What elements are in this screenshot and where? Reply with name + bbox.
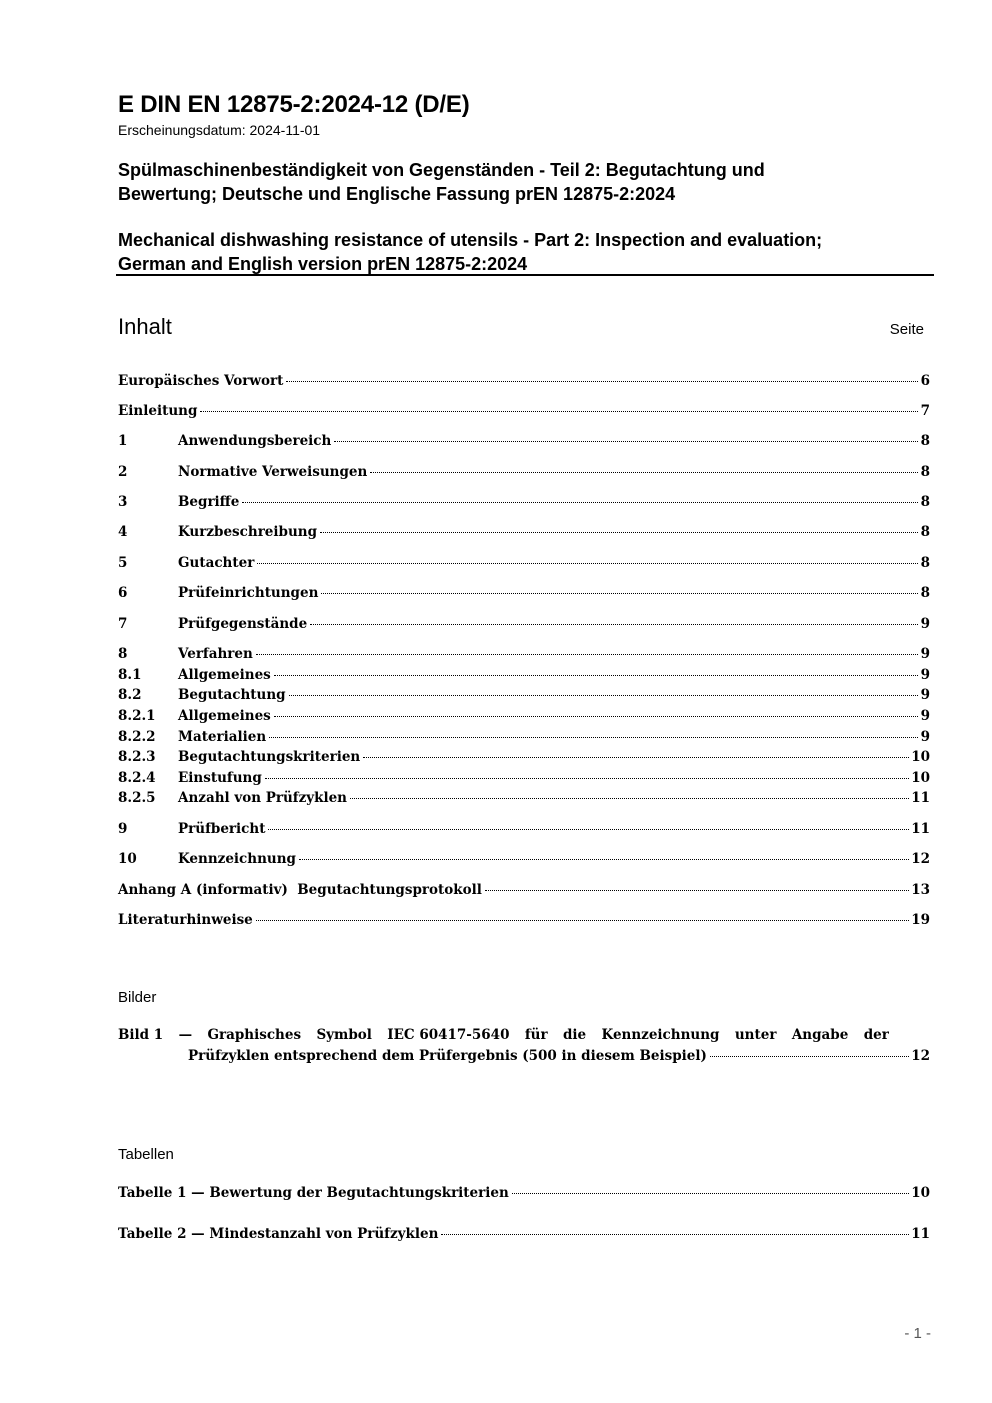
title-english-line-2: German and English version prEN 12875-2:2024 bbox=[118, 254, 528, 274]
document-number: E DIN EN 12875-2:2024-12 (D/E) bbox=[118, 91, 470, 118]
toc-entry-title: Materialien bbox=[178, 729, 267, 745]
toc-entry-page: 8 bbox=[920, 494, 930, 510]
toc-entry[interactable] bbox=[118, 524, 930, 544]
dot-leader bbox=[286, 381, 918, 382]
dot-leader bbox=[350, 798, 909, 799]
dot-leader bbox=[274, 675, 918, 676]
toc-entry[interactable] bbox=[118, 373, 930, 393]
figure-1-caption-word: die bbox=[562, 1027, 587, 1043]
dot-leader bbox=[299, 859, 909, 860]
toc-entry[interactable] bbox=[118, 616, 930, 636]
toc-entry-page: 8 bbox=[920, 585, 930, 601]
toc-entry-page: 6 bbox=[920, 373, 930, 389]
dot-leader bbox=[334, 441, 918, 442]
figure-1-caption-word: Symbol bbox=[316, 1027, 372, 1043]
toc-entry[interactable] bbox=[118, 433, 930, 453]
title-german bbox=[118, 158, 928, 206]
toc-entry[interactable] bbox=[118, 494, 930, 514]
toc-entry[interactable] bbox=[118, 708, 930, 728]
toc-entry[interactable] bbox=[118, 821, 930, 841]
figure-1-page: 12 bbox=[911, 1048, 930, 1064]
toc-entry-title: Anzahl von Prüfzyklen bbox=[178, 790, 347, 806]
toc-entry-number: 5 bbox=[118, 555, 128, 571]
toc-entry-number: 9 bbox=[118, 821, 128, 837]
toc-entry-page: 8 bbox=[920, 524, 930, 540]
table-1-page: 10 bbox=[911, 1185, 930, 1201]
toc-entry-page: 12 bbox=[911, 851, 930, 867]
dot-leader bbox=[289, 695, 918, 696]
dot-leader bbox=[363, 757, 909, 758]
dot-leader bbox=[200, 411, 918, 412]
figure-1-entry-line-2[interactable] bbox=[188, 1048, 930, 1068]
toc-entry[interactable] bbox=[118, 464, 930, 484]
dot-leader bbox=[512, 1193, 909, 1194]
toc-entry[interactable] bbox=[118, 790, 930, 810]
toc-entry[interactable] bbox=[118, 851, 930, 871]
toc-entry-title: Begutachtungskriterien bbox=[178, 749, 361, 765]
toc-entry-page: 9 bbox=[920, 646, 930, 662]
toc-entry-title: Prüfeinrichtungen bbox=[178, 585, 319, 601]
toc-entry-number: 1 bbox=[118, 433, 128, 449]
toc-entry-page: 19 bbox=[911, 912, 930, 928]
toc-entry-number: 8.2.2 bbox=[118, 729, 156, 745]
dot-leader bbox=[256, 920, 909, 921]
toc-entry[interactable] bbox=[118, 403, 930, 423]
toc-entry-number: 4 bbox=[118, 524, 128, 540]
toc-entry-number: 6 bbox=[118, 585, 128, 601]
table-2-page: 11 bbox=[911, 1226, 930, 1242]
toc-entry-title: Begriffe bbox=[178, 494, 240, 510]
dot-leader bbox=[265, 778, 909, 779]
toc-entry-title: Prüfgegenstände bbox=[178, 616, 308, 632]
toc-entry-number: 8.2.1 bbox=[118, 708, 156, 724]
toc-entry-title: Verfahren bbox=[178, 646, 253, 662]
toc-entry-title: Europäisches Vorwort bbox=[118, 373, 284, 389]
figures-heading: Bilder bbox=[118, 989, 157, 1006]
toc-entry[interactable] bbox=[118, 585, 930, 605]
toc-entry-title: Allgemeines bbox=[178, 667, 271, 683]
toc-entry-title: Allgemeines bbox=[178, 708, 271, 724]
toc-entry-title: Normative Verweisungen bbox=[178, 464, 368, 480]
toc-entry[interactable] bbox=[118, 912, 930, 932]
toc-entry[interactable] bbox=[118, 770, 930, 790]
toc-entry-number: 8.2.5 bbox=[118, 790, 156, 806]
toc-entry-title: Begutachtung bbox=[178, 687, 286, 703]
title-divider bbox=[116, 274, 934, 276]
dot-leader bbox=[242, 502, 918, 503]
toc-entry-page: 9 bbox=[920, 667, 930, 683]
toc-entry-page: 8 bbox=[920, 464, 930, 480]
toc-entry[interactable] bbox=[118, 646, 930, 666]
toc-entry-title: Kurzbeschreibung bbox=[178, 524, 318, 540]
toc-entry[interactable] bbox=[118, 749, 930, 769]
toc-entry-number: 8.2.3 bbox=[118, 749, 156, 765]
dot-leader bbox=[485, 890, 909, 891]
toc-entry-page: 10 bbox=[911, 749, 930, 765]
dot-leader bbox=[256, 654, 918, 655]
toc-entry[interactable] bbox=[118, 729, 930, 749]
toc-entry-title: Kennzeichnung bbox=[178, 851, 296, 867]
toc-entry-page: 9 bbox=[920, 708, 930, 724]
figure-1-caption-word: unter bbox=[734, 1027, 777, 1043]
table-1-entry[interactable] bbox=[118, 1185, 930, 1205]
toc-entry-page: 9 bbox=[920, 729, 930, 745]
table-2-entry[interactable] bbox=[118, 1226, 930, 1246]
dot-leader bbox=[268, 829, 909, 830]
figure-1-caption-word: IEC 60417-5640 bbox=[387, 1027, 510, 1043]
toc-entry-page: 10 bbox=[911, 770, 930, 786]
dot-leader bbox=[257, 563, 918, 564]
figure-1-caption-word: Graphisches bbox=[207, 1027, 302, 1043]
title-german-line-2: Bewertung; Deutsche und Englische Fassung prEN 12875-2:2024 bbox=[118, 184, 676, 204]
toc-entry-page: 11 bbox=[911, 790, 930, 806]
toc-entry-number: 7 bbox=[118, 616, 128, 632]
toc-entry-title: Einstufung bbox=[178, 770, 262, 786]
dot-leader bbox=[269, 737, 918, 738]
toc-entry[interactable] bbox=[118, 687, 930, 707]
toc-entry-page: 7 bbox=[920, 403, 930, 419]
figure-1-caption-word: Bild 1 bbox=[118, 1027, 164, 1043]
toc-entry-page: 8 bbox=[920, 433, 930, 449]
figure-1-caption-continued: Prüfzyklen entsprechend dem Prüfergebnis (500 in diesem Beispiel) bbox=[188, 1048, 707, 1064]
toc-entry-title: Prüfbericht bbox=[178, 821, 266, 837]
table-2-title: Tabelle 2 — Mindestanzahl von Prüfzyklen bbox=[118, 1226, 439, 1242]
dot-leader bbox=[710, 1056, 909, 1057]
figure-1-entry-line-1[interactable] bbox=[118, 1027, 889, 1043]
dot-leader bbox=[370, 472, 918, 473]
dot-leader bbox=[321, 593, 918, 594]
toc-entry-title: Anhang A (informativ) Begutachtungsprotokoll bbox=[118, 882, 482, 898]
toc-entry[interactable] bbox=[118, 667, 930, 687]
toc-entry-page: 9 bbox=[920, 616, 930, 632]
dot-leader bbox=[320, 532, 918, 533]
toc-entry[interactable] bbox=[118, 555, 930, 575]
toc-page-column-label: Seite bbox=[889, 321, 924, 338]
toc-entry-page: 9 bbox=[920, 687, 930, 703]
figure-1-caption-word: der bbox=[863, 1027, 889, 1043]
title-english bbox=[118, 228, 928, 276]
figure-1-caption-word: Angabe bbox=[791, 1027, 849, 1043]
toc-entry-number: 3 bbox=[118, 494, 128, 510]
toc-entry-title: Literaturhinweise bbox=[118, 912, 253, 928]
table-1-title: Tabelle 1 — Bewertung der Begutachtungskriterien bbox=[118, 1185, 509, 1201]
toc-entry[interactable] bbox=[118, 882, 930, 902]
toc-entry-number: 2 bbox=[118, 464, 128, 480]
toc-entry-title: Anwendungsbereich bbox=[178, 433, 332, 449]
toc-heading: Inhalt bbox=[118, 314, 172, 339]
toc-entry-title: Gutachter bbox=[178, 555, 255, 571]
toc-entry-page: 13 bbox=[911, 882, 930, 898]
figure-1-caption-word: — bbox=[178, 1027, 193, 1043]
dot-leader bbox=[441, 1234, 909, 1235]
publication-date: Erscheinungsdatum: 2024-11-01 bbox=[118, 122, 321, 138]
toc-entry-number: 8.2 bbox=[118, 687, 142, 703]
figure-1-caption-word: Kennzeichnung bbox=[601, 1027, 720, 1043]
dot-leader bbox=[310, 624, 918, 625]
toc-entry-title: Einleitung bbox=[118, 403, 198, 419]
toc-entry-number: 8 bbox=[118, 646, 128, 662]
title-english-line-1: Mechanical dishwashing resistance of utensils - Part 2: Inspection and evaluation; bbox=[118, 230, 823, 250]
toc-entry-page: 8 bbox=[920, 555, 930, 571]
toc-entry-number: 10 bbox=[118, 851, 137, 867]
tables-heading: Tabellen bbox=[118, 1146, 174, 1163]
dot-leader bbox=[274, 716, 918, 717]
figure-1-caption-word: für bbox=[524, 1027, 548, 1043]
toc-entry-page: 11 bbox=[911, 821, 930, 837]
title-german-line-1: Spülmaschinenbeständigkeit von Gegenständen - Teil 2: Begutachtung und bbox=[118, 160, 765, 180]
toc-entry-number: 8.1 bbox=[118, 667, 142, 683]
toc-entry-number: 8.2.4 bbox=[118, 770, 156, 786]
page-number: - 1 - bbox=[904, 1325, 931, 1342]
